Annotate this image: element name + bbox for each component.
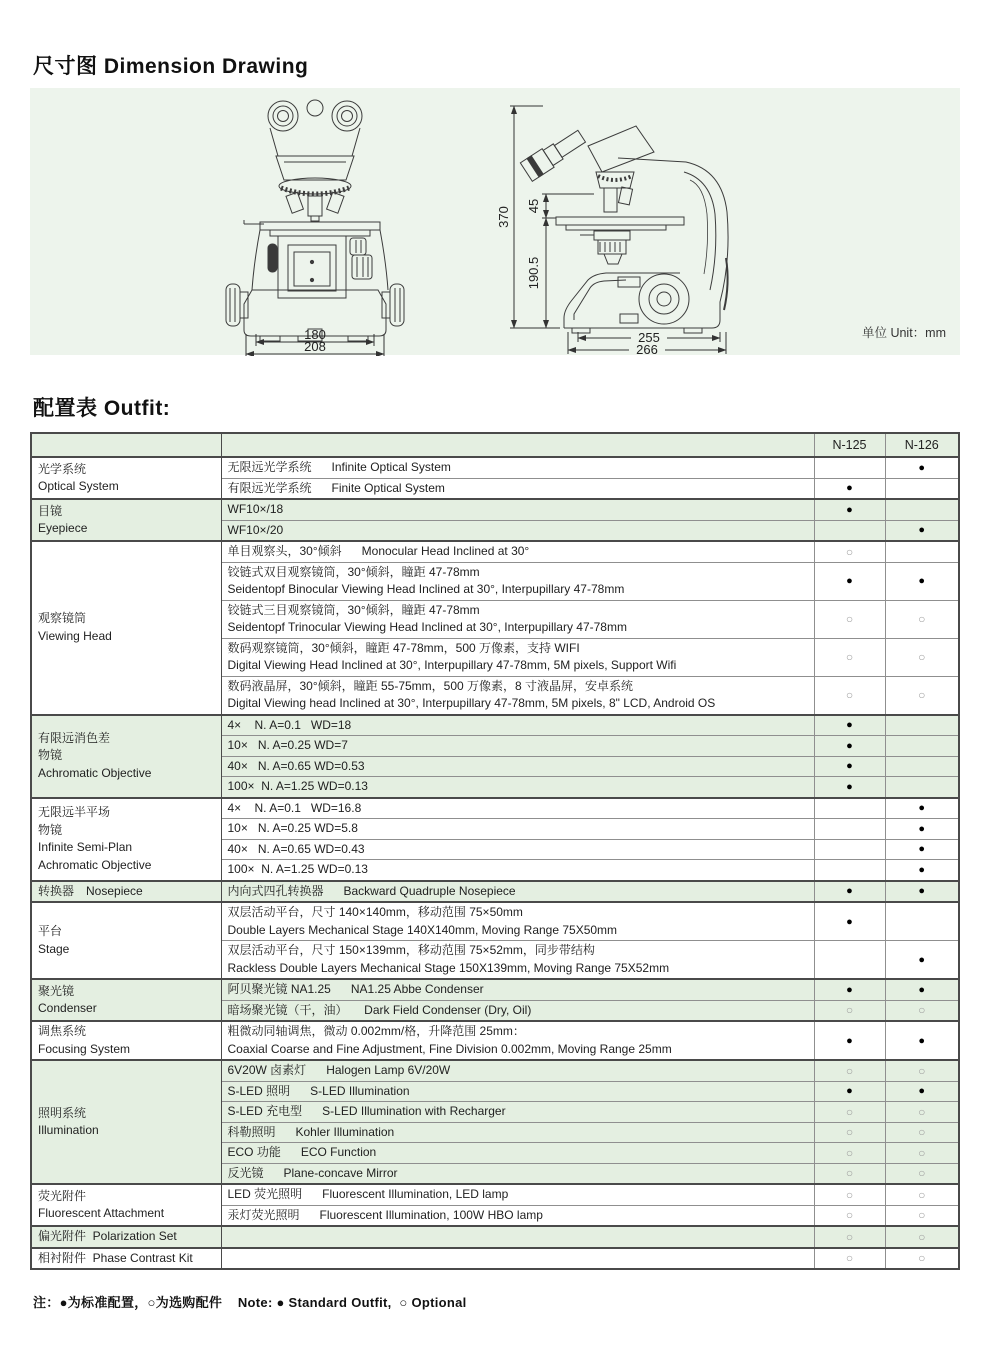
availability-mark: ○: [814, 676, 885, 715]
side-head-dim: 45: [526, 198, 541, 214]
availability-mark: ●: [885, 1081, 959, 1102]
availability-mark: ●: [814, 715, 885, 736]
table-row: [31, 1248, 959, 1270]
availability-mark: ●: [814, 881, 885, 903]
side-stage-dim: 190.5: [526, 256, 541, 290]
section-label: 观察镜筒 Viewing Head: [31, 541, 221, 715]
spec-description: WF10×/18: [221, 499, 814, 520]
dimension-drawing-title: 尺寸图 Dimension Drawing: [33, 55, 309, 78]
availability-mark: ○: [814, 541, 885, 562]
table-row: [31, 798, 959, 819]
section-label: 转换器 Nosepiece: [31, 881, 221, 903]
table-row: [31, 499, 959, 520]
availability-mark: [814, 520, 885, 541]
availability-mark: ○: [814, 1226, 885, 1248]
availability-mark: [885, 478, 959, 499]
spec-description: 6V20W 卤素灯 Halogen Lamp 6V/20W: [221, 1060, 814, 1081]
availability-mark: ○: [814, 1184, 885, 1205]
availability-mark: ○: [885, 676, 959, 715]
section-label: 目镜 Eyepiece: [31, 499, 221, 541]
availability-mark: ●: [885, 881, 959, 903]
outfit-table: [30, 432, 960, 1270]
availability-mark: ○: [885, 600, 959, 638]
availability-mark: ●: [814, 902, 885, 941]
availability-mark: ○: [885, 1248, 959, 1270]
spec-description: 科勒照明 Kohler Illumination: [221, 1122, 814, 1143]
availability-mark: ●: [814, 499, 885, 520]
availability-mark: ●: [885, 941, 959, 980]
availability-mark: ○: [885, 1122, 959, 1143]
availability-mark: [814, 819, 885, 840]
spec-description: 单目观察头，30°倾斜 Monocular Head Inclined at 30°: [221, 541, 814, 562]
availability-mark: ○: [885, 1184, 959, 1205]
section-label: 调焦系统 Focusing System: [31, 1021, 221, 1060]
spec-description: 10× N. A=0.25 WD=5.8: [221, 819, 814, 840]
section-label: 荧光附件 Fluorescent Attachment: [31, 1184, 221, 1226]
table-row: [31, 541, 959, 562]
spec-description: 粗微动同轴调焦，微动 0.002mm/格，升降范围 25mm： Coaxial Coarse and Fine Adjustment, Fine Division 0.002mm, Moving Range 25mm: [221, 1021, 814, 1060]
availability-mark: ●: [885, 520, 959, 541]
spec-description: 100× N. A=1.25 WD=0.13: [221, 860, 814, 881]
availability-mark: ●: [814, 979, 885, 1000]
section-label: 相衬附件 Phase Contrast Kit: [31, 1248, 221, 1270]
availability-mark: ●: [814, 478, 885, 499]
availability-mark: ○: [885, 1060, 959, 1081]
spec-description: 反光镜 Plane-concave Mirror: [221, 1163, 814, 1184]
availability-mark: ○: [814, 600, 885, 638]
spec-description: 铰链式双目观察镜筒，30°倾斜，瞳距 47-78mm Seidentopf Binocular Viewing Head Inclined at 30°, Interpupillary 47-78mm: [221, 562, 814, 600]
availability-mark: ○: [814, 1102, 885, 1123]
availability-mark: ●: [885, 1021, 959, 1060]
spec-description: 内向式四孔转换器 Backward Quadruple Nosepiece: [221, 881, 814, 903]
availability-mark: ○: [814, 1143, 885, 1164]
availability-mark: ○: [814, 1248, 885, 1270]
outfit-title: 配置表 Outfit:: [33, 397, 171, 420]
spec-description: LED 荧光照明 Fluorescent Illumination, LED lamp: [221, 1184, 814, 1205]
availability-mark: [814, 839, 885, 860]
availability-mark: ●: [814, 562, 885, 600]
availability-mark: [885, 499, 959, 520]
front-width-inner-dim: 180: [304, 327, 326, 342]
front-view-drawing: [180, 92, 450, 356]
legend-note: 注：●为标准配置，○为选购配件 Note: ● Standard Outfit, ○ Optional: [33, 1295, 467, 1310]
unit-note: 单位 Unit：mm: [861, 326, 946, 340]
side-height-dim: 370: [496, 206, 511, 228]
spec-description: 40× N. A=0.65 WD=0.43: [221, 839, 814, 860]
table-row: [31, 715, 959, 736]
availability-mark: ○: [885, 1000, 959, 1021]
section-label: 有限远消色差 物镜 Achromatic Objective: [31, 715, 221, 798]
spec-description: 暗场聚光镜（干，油） Dark Field Condenser (Dry, Oil): [221, 1000, 814, 1021]
front-width-outer-dim: 208: [304, 339, 326, 354]
spec-description: 无限远光学系统 Infinite Optical System: [221, 457, 814, 478]
spec-description: 汞灯荧光照明 Fluorescent Illumination, 100W HBO lamp: [221, 1205, 814, 1226]
availability-mark: ●: [885, 979, 959, 1000]
availability-mark: ●: [885, 798, 959, 819]
spec-description: 40× N. A=0.65 WD=0.53: [221, 756, 814, 777]
dimension-drawing-panel: [30, 88, 960, 355]
table-row: [31, 979, 959, 1000]
spec-description: 铰链式三目观察镜筒，30°倾斜，瞳距 47-78mm Seidentopf Trinocular Viewing Head Inclined at 30°, Interpupillary 47-78mm: [221, 600, 814, 638]
availability-mark: ○: [814, 1060, 885, 1081]
availability-mark: ●: [885, 457, 959, 478]
table-row: [31, 1021, 959, 1060]
table-row: [31, 1184, 959, 1205]
spec-description: 100× N. A=1.25 WD=0.13: [221, 777, 814, 798]
availability-mark: ●: [814, 1021, 885, 1060]
spec-description: 双层活动平台，尺寸 150×139mm，移动范围 75×52mm，同步带结构 Rackless Double Layers Mechanical Stage 150X139mm, Moving Range 75X52mm: [221, 941, 814, 980]
side-view-drawing: [468, 88, 778, 356]
table-row: [31, 902, 959, 941]
availability-mark: ○: [885, 638, 959, 676]
availability-mark: [885, 756, 959, 777]
availability-mark: ●: [814, 1081, 885, 1102]
section-label: 偏光附件 Polarization Set: [31, 1226, 221, 1248]
spec-description: 数码液晶屏，30°倾斜，瞳距 55-75mm，500 万像素，8 寸液晶屏，安卓系统 Digital Viewing head Inclined at 30°, Interpupillary 47-78mm, 5M pixels, 8" LCD, Android OS: [221, 676, 814, 715]
header-label-cell: [31, 433, 221, 457]
spec-description: ECO 功能 ECO Function: [221, 1143, 814, 1164]
section-label: 照明系统 Illumination: [31, 1060, 221, 1184]
availability-mark: [885, 777, 959, 798]
column-header-n126: N-126: [885, 433, 959, 457]
availability-mark: ○: [814, 1205, 885, 1226]
column-header-n125: N-125: [814, 433, 885, 457]
section-label: 无限远半平场 物镜 Infinite Semi-Plan Achromatic Objective: [31, 798, 221, 881]
availability-mark: [814, 457, 885, 478]
spec-description: S-LED 充电型 S-LED Illumination with Recharger: [221, 1102, 814, 1123]
availability-mark: ●: [814, 756, 885, 777]
table-row: [31, 1226, 959, 1248]
spec-description: WF10×/20: [221, 520, 814, 541]
availability-mark: ○: [885, 1143, 959, 1164]
availability-mark: ●: [814, 736, 885, 757]
table-row: [31, 881, 959, 903]
spec-description: 阿贝聚光镜 NA1.25 NA1.25 Abbe Condenser: [221, 979, 814, 1000]
availability-mark: ○: [814, 1163, 885, 1184]
spec-description: 4× N. A=0.1 WD=16.8: [221, 798, 814, 819]
spec-description: 10× N. A=0.25 WD=7: [221, 736, 814, 757]
availability-mark: [885, 736, 959, 757]
availability-mark: [814, 798, 885, 819]
availability-mark: [814, 941, 885, 980]
availability-mark: ○: [885, 1226, 959, 1248]
side-depth-inner-dim: 255: [638, 330, 660, 345]
section-label: 平台 Stage: [31, 902, 221, 979]
table-header-row: [31, 433, 959, 457]
availability-mark: ○: [885, 1102, 959, 1123]
availability-mark: ○: [885, 1205, 959, 1226]
spec-description: 有限远光学系统 Finite Optical System: [221, 478, 814, 499]
side-depth-outer-dim: 266: [636, 342, 658, 356]
header-desc-cell: [221, 433, 814, 457]
spec-description: [221, 1248, 814, 1270]
availability-mark: [814, 860, 885, 881]
spec-description: [221, 1226, 814, 1248]
outfit-table-body: [31, 433, 959, 1269]
availability-mark: ○: [814, 638, 885, 676]
availability-mark: ○: [814, 1122, 885, 1143]
availability-mark: ●: [885, 839, 959, 860]
section-label: 光学系统 Optical System: [31, 457, 221, 499]
availability-mark: ●: [885, 562, 959, 600]
availability-mark: ●: [885, 860, 959, 881]
table-row: [31, 457, 959, 478]
availability-mark: ●: [885, 819, 959, 840]
table-row: [31, 1060, 959, 1081]
section-label: 聚光镜 Condenser: [31, 979, 221, 1021]
availability-mark: ○: [885, 1163, 959, 1184]
spec-description: 4× N. A=0.1 WD=18: [221, 715, 814, 736]
spec-description: S-LED 照明 S-LED Illumination: [221, 1081, 814, 1102]
availability-mark: ●: [814, 777, 885, 798]
spec-description: 双层活动平台，尺寸 140×140mm，移动范围 75×50mm Double Layers Mechanical Stage 140X140mm, Moving Range 75X50mm: [221, 902, 814, 941]
availability-mark: [885, 902, 959, 941]
spec-description: 数码观察镜筒，30°倾斜，瞳距 47-78mm，500 万像素，支持 WIFI Digital Viewing Head Inclined at 30°, Interpupillary 47-78mm, 5M pixels, Support Wifi: [221, 638, 814, 676]
availability-mark: [885, 715, 959, 736]
availability-mark: [885, 541, 959, 562]
availability-mark: ○: [814, 1000, 885, 1021]
